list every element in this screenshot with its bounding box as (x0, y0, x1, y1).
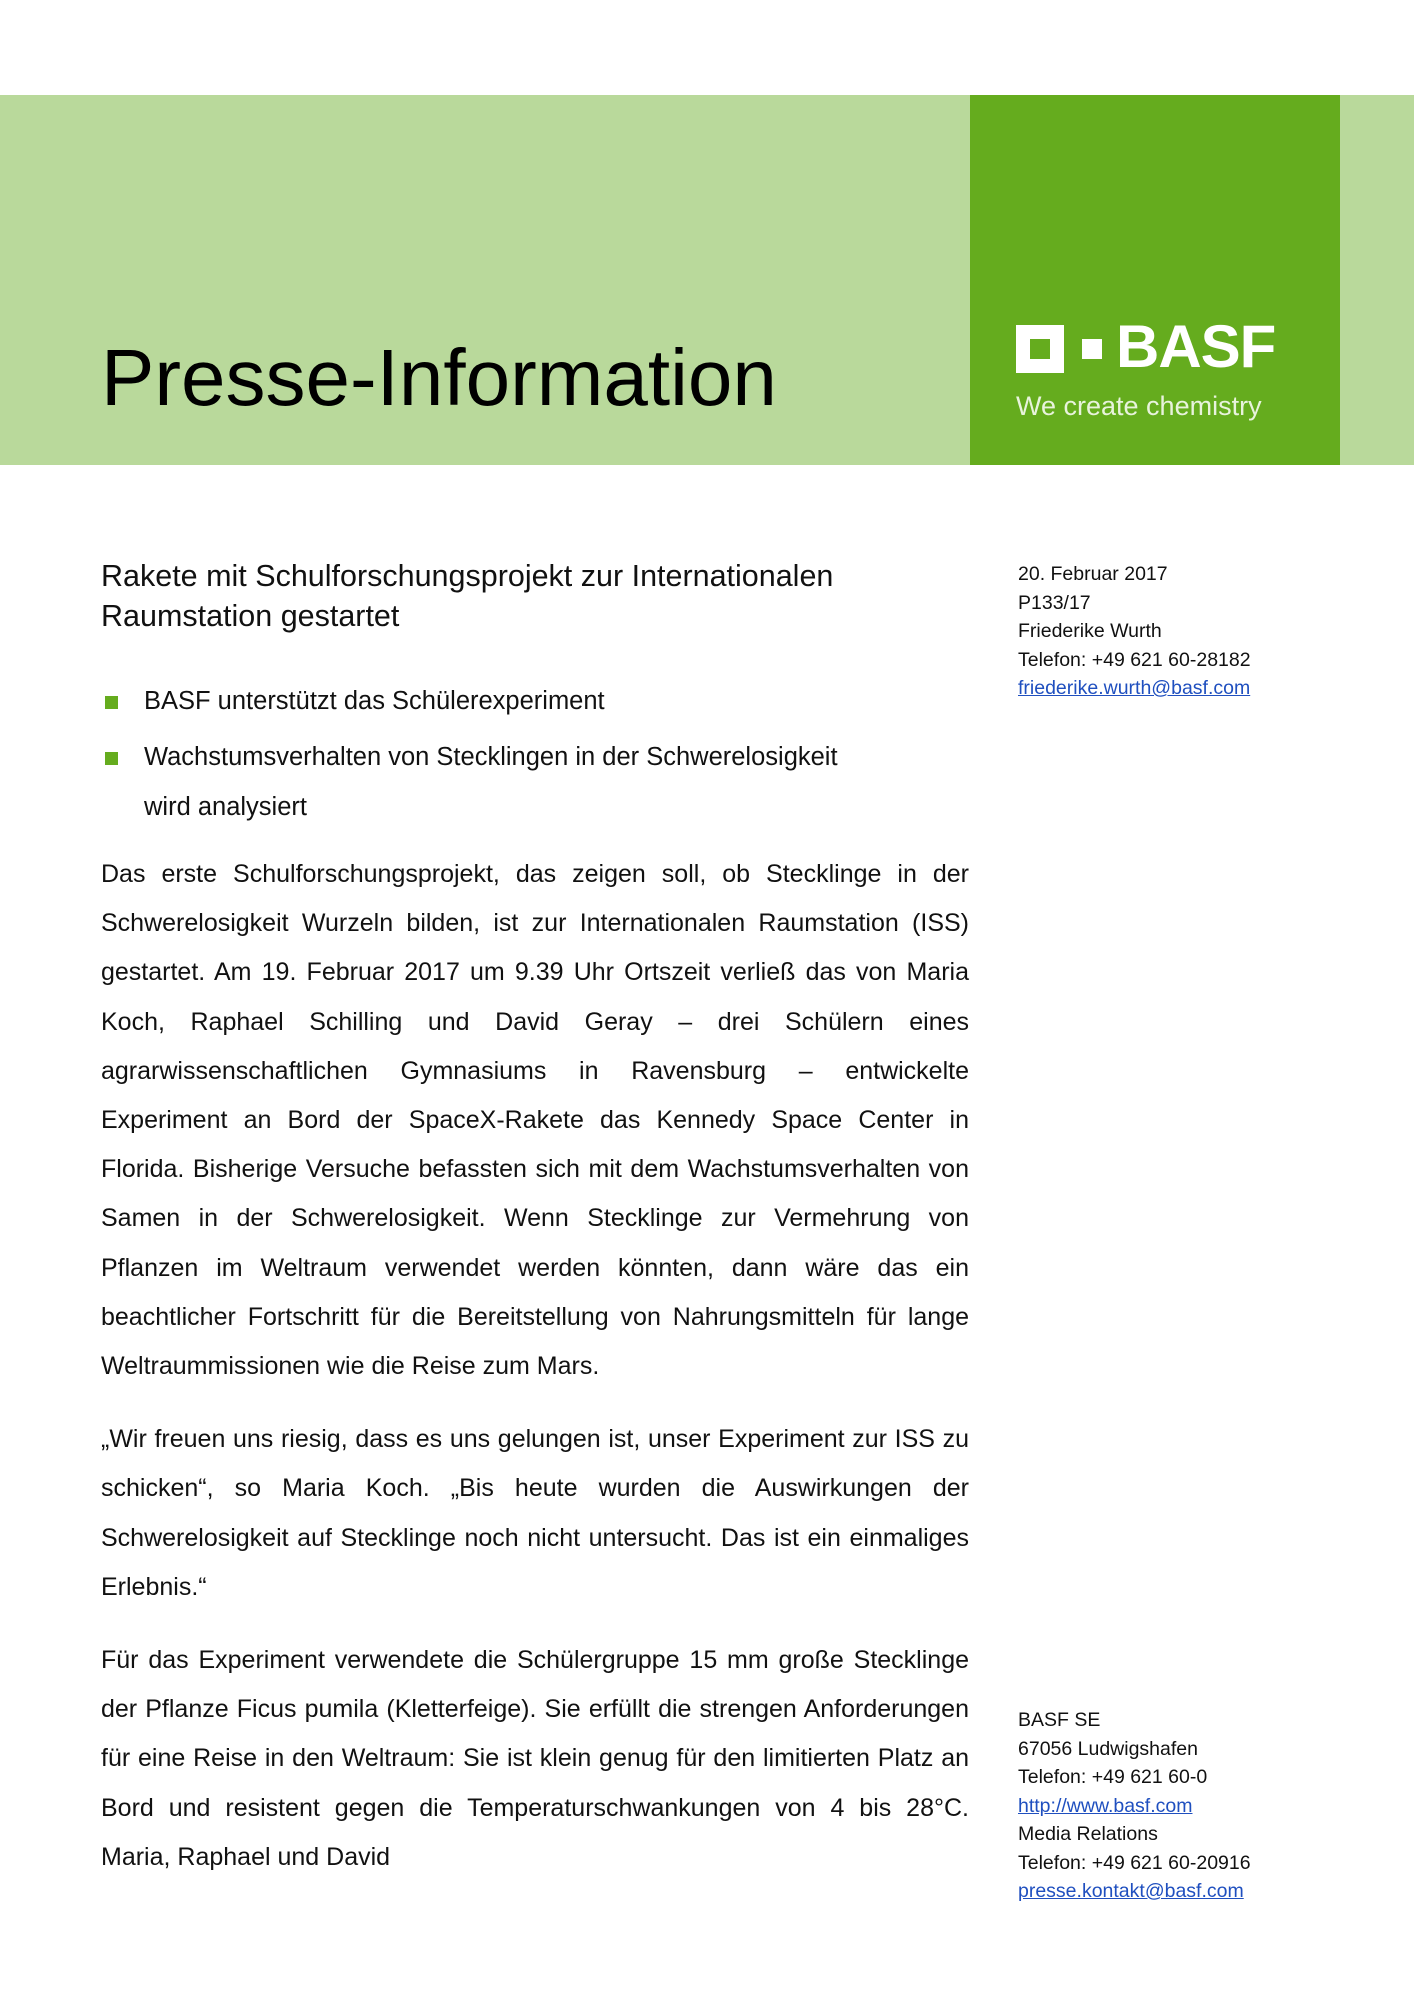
company-block (1018, 1706, 1338, 1906)
bullet-square-icon (105, 752, 118, 765)
department-name: Media Relations (1018, 1823, 1158, 1845)
release-number: P133/17 (1018, 591, 1091, 614)
contact-email-link[interactable]: friederike.wurth@basf.com (1018, 677, 1251, 699)
logo-dot-icon (1082, 339, 1102, 359)
company-phone: Telefon: +49 621 60-0 (1018, 1766, 1208, 1788)
logo-square-icon (1016, 325, 1064, 373)
bullet-square-icon (105, 696, 118, 709)
bullet-text: Wachstumsverhalten von Stecklingen in der Schwerelosigkeit wird analysiert (144, 743, 838, 821)
list-item (101, 732, 861, 832)
contact-name: Friederike Wurth (1018, 620, 1162, 642)
logo-wordmark: BASF (1116, 313, 1276, 380)
list-item (101, 676, 861, 726)
bullet-list (101, 676, 861, 838)
logo-box (970, 95, 1340, 465)
bullet-text: BASF unterstützt das Schülerexperiment (144, 687, 605, 715)
contact-block (1018, 560, 1338, 703)
company-name: BASF SE (1018, 1709, 1101, 1731)
paragraph: „Wir freuen uns riesig, dass es uns gelungen ist, unser Experiment zur ISS zu schicken“, so Maria Koch. „Bis heute wurden die Auswirkungen der Schwerelosigkeit auf Stecklinge noch nicht untersucht. Das ist ein einmaliges Erlebnis.“ (101, 1425, 969, 1601)
website-link[interactable]: http://www.basf.com (1018, 1794, 1193, 1817)
press-email-link[interactable]: presse.kontakt@basf.com (1018, 1880, 1244, 1902)
paragraph: Für das Experiment verwendete die Schülergruppe 15 mm große Stecklinge der Pflanze Ficus pumila (Kletterfeige). Sie erfüllt die strengen Anforderungen für eine Reise in den Weltraum: Sie ist klein genug für den limitierten Platz an Bord und resistent gegen die Temperaturschwankungen von 4 bis 28°C. Maria, Raphael und David (101, 1646, 969, 1871)
article-headline: Rakete mit Schulforschungsprojekt zur Internationalen Raumstation gestartet (101, 559, 834, 633)
company-address: 67056 Ludwigshafen (1018, 1737, 1198, 1760)
release-date: 20. Februar 2017 (1018, 563, 1168, 585)
article-body (101, 850, 969, 1906)
page-title: Presse-Information (101, 333, 777, 422)
logo-tagline: We create chemistry (1016, 391, 1262, 421)
contact-phone: Telefon: +49 621 60-28182 (1018, 648, 1251, 671)
paragraph: Das erste Schulforschungsprojekt, das zeigen soll, ob Stecklinge in der Schwerelosigkeit Wurzeln bilden, ist zur Internationalen Raumstation (ISS) gestartet. Am 19. Februar 2017 um 9.39 Uhr Ortszeit verließ das von Maria Koch, Raphael Schilling und David Geray – drei Schülern eines agrarwissenschaftlichen Gymnasiums in Ravensburg – entwickelte Experiment an Bord der SpaceX-Rakete das Kennedy Space Center in Florida. Bisherige Versuche befassten sich mit dem Wachstumsverhalten von Samen in der Schwerelosigkeit. Wenn Stecklinge zur Vermehrung von Pflanzen im Weltraum verwendet werden könnten, dann wäre das ein beachtlicher Fortschritt für die Bereitstellung von Nahrungsmitteln für lange Weltraummissionen wie die Reise zum Mars. (101, 860, 969, 1381)
department-phone: Telefon: +49 621 60-20916 (1018, 1851, 1251, 1874)
